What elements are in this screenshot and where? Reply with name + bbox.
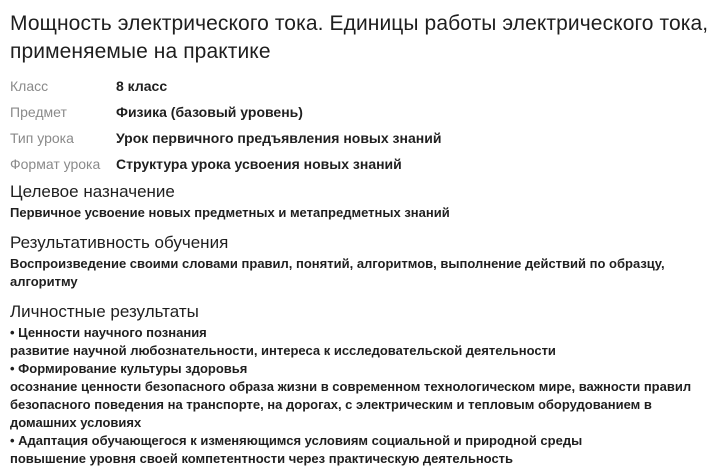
- result-title: • Ценности научного познания: [10, 325, 207, 340]
- lesson-meta: [10, 73, 722, 177]
- section-purpose: [10, 181, 722, 222]
- meta-value: Структура урока усвоения новых знаний: [116, 156, 402, 172]
- lesson-card: [10, 10, 722, 468]
- result-text: осознание ценности безопасного образа жизни в современном технологическом мире, важности правил безопасного поведения на транспорте, на дорогах, с электрическим и тепловым оборудованием в домашних условиях: [10, 379, 692, 430]
- meta-label: Класс: [10, 78, 49, 94]
- meta-label: Формат урока: [10, 156, 101, 172]
- section-heading: Личностные результаты: [10, 302, 199, 321]
- result-text: развитие научной любознательности, интереса к исследовательской деятельности: [10, 343, 556, 358]
- meta-label: Тип урока: [10, 130, 74, 146]
- section-text: Первичное усвоение новых предметных и метапредметных знаний: [10, 205, 450, 220]
- section-effectiveness: [10, 232, 722, 291]
- meta-value: Урок первичного предъявления новых знаний: [116, 130, 442, 146]
- list-item: [10, 360, 722, 432]
- list-item: [10, 324, 722, 360]
- list-item: [10, 432, 722, 468]
- result-title: • Адаптация обучающегося к изменяющимся условиям социальной и природной среды: [10, 433, 583, 448]
- result-title: • Формирование культуры здоровья: [10, 361, 248, 376]
- section-heading: Результативность обучения: [10, 233, 229, 252]
- section-heading: Целевое назначение: [10, 182, 175, 201]
- page-title: Мощность электрического тока. Единицы работы электрического тока, применяемые на практике: [10, 12, 709, 63]
- meta-label: Предмет: [10, 104, 67, 120]
- section-text: Воспроизведение своими словами правил, понятий, алгоритмов, выполнение действий по образцу, алгоритму: [10, 256, 665, 289]
- meta-value: Физика (базовый уровень): [116, 104, 303, 120]
- result-text: повышение уровня своей компетентности через практическую деятельность: [10, 451, 514, 466]
- meta-row-lesson-type: [10, 125, 722, 151]
- meta-value: 8 класс: [116, 78, 168, 94]
- meta-row-class: [10, 73, 722, 99]
- personal-results-list: [10, 324, 722, 468]
- meta-row-subject: [10, 99, 722, 125]
- section-personal-results: [10, 301, 722, 468]
- meta-row-lesson-format: [10, 151, 722, 177]
